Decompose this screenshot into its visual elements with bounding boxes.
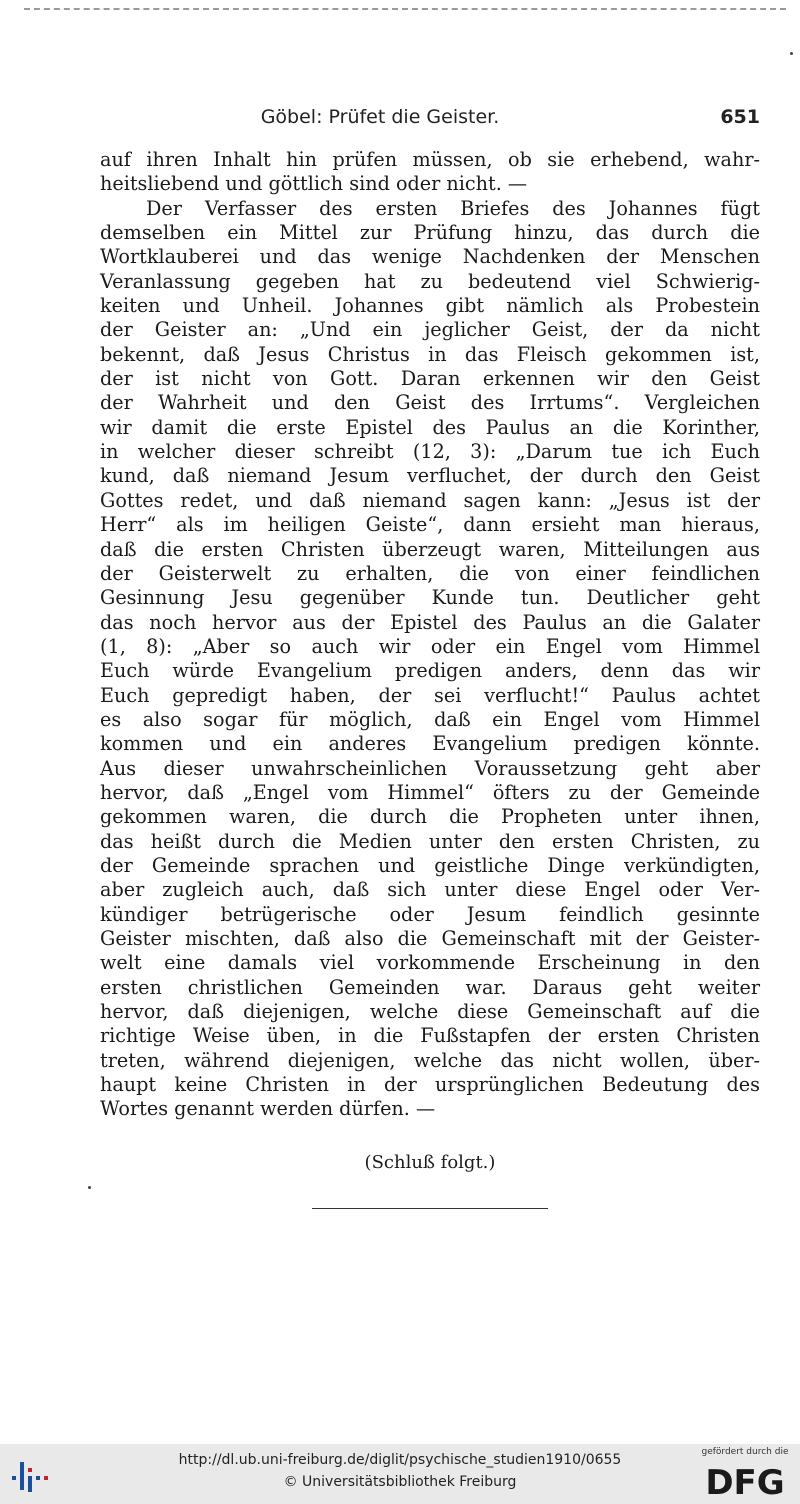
text-line: kund, daß niemand Jesum verfluchet, der durch den Geist [100,464,760,488]
text-line: Herr“ als im heiligen Geiste“, dann ersieht man hieraus, [100,513,760,537]
text-line: Wortklauberei und das wenige Nachdenken der Menschen [100,245,760,269]
text-line: ersten christlichen Gemeinden war. Daraus geht weiter [100,975,760,999]
dfg-logo-icon [700,1458,790,1500]
text-line: gekommen waren, die durch die Propheten unter ihnen, [100,805,760,829]
text-line: Veranlassung gegeben hat zu bedeutend viel Schwierig- [100,269,760,293]
text-line: der Geisterwelt zu erhalten, die von einer feindlichen [100,561,760,585]
text-line: (1, 8): „Aber so auch wir oder ein Engel vom Himmel [100,634,760,658]
scan-speck [790,52,793,55]
text-line: keiten und Unheil. Johannes gibt nämlich als Probestein [100,294,760,318]
scan-speck [88,1186,91,1189]
text-line: welt eine damals viel vorkommende Erscheinung in den [100,951,760,975]
text-line: treten, während diejenigen, welche das nicht wollen, über- [100,1048,760,1072]
text-line: der Gemeinde sprachen und geistliche Dinge verkündigten, [100,853,760,877]
text-line: der ist nicht von Gott. Daran erkennen wir den Geist [100,367,760,391]
text-line: richtige Weise üben, in die Fußstapfen der ersten Christen [100,1024,760,1048]
text-line: Euch gepredigt haben, der sei verflucht!“ Paulus achtet [100,683,760,707]
text-line: das heißt durch die Medien unter den ersten Christen, zu [100,829,760,853]
body-text [100,148,760,1122]
text-line: in welcher dieser schreibt (12, 3): „Darum tue ich Euch [100,440,760,464]
text-line: Der Verfasser des ersten Briefes des Johannes fügt [146,196,760,220]
text-line: der Wahrheit und den Geist des Irrtums“. Vergleichen [100,391,760,415]
text-line: wir damit die erste Epistel des Paulus an die Korinther, [100,415,760,439]
text-line: das noch hervor aus der Epistel des Paulus an die Galater [100,610,760,634]
page-header [100,106,760,134]
document-url[interactable]: http://dl.ub.uni-freiburg.de/diglit/psychische_studien1910/0655 [178,1452,622,1468]
text-line: heitsliebend und göttlich sind oder nicht. — [100,172,528,196]
text-line: haupt keine Christen in der ursprünglichen Bedeutung des [100,1073,760,1097]
text-line: hervor, daß diejenigen, welche diese Gemeinschaft auf die [100,1000,760,1024]
text-line: auf ihren Inhalt hin prüfen müssen, ob sie erhebend, wahr- [100,148,760,171]
dfg-logo-text: DFG [705,1463,785,1500]
text-line: Euch würde Evangelium predigen anders, denn das wir [100,659,760,683]
continued-note: (Schluß folgt.) [364,1152,496,1173]
page-number: 651 [720,106,760,128]
text-line: kündiger betrügerische oder Jesum feindlich gesinnte [100,902,760,926]
text-line: der Geister an: „Und ein jeglicher Geist, der da nicht [100,318,760,342]
text-line: es also sogar für möglich, daß ein Engel vom Himmel [100,707,760,731]
running-head: Göbel: Prüfet die Geister. [260,106,500,128]
text-line: demselben ein Mittel zur Prüfung hinzu, das durch die [100,221,760,245]
text-line: kommen und ein anderes Evangelium predigen könnte. [100,732,760,756]
text-line: Aus dieser unwahrscheinlichen Voraussetzung geht aber [100,756,760,780]
text-line: hervor, daß „Engel vom Himmel“ öfters zu der Gemeinde [100,780,760,804]
scan-top-edge [24,8,786,10]
text-line: bekennt, daß Jesus Christus in das Fleisch gekommen ist, [100,342,760,366]
text-line: Gesinnung Jesu gegenüber Kunde tun. Deutlicher geht [100,586,760,610]
text-line: aber zugleich auch, daß sich unter diese Engel oder Ver- [100,878,760,902]
funder-caption: gefördert durch die [701,1447,789,1457]
section-end-rule [312,1208,548,1209]
copyright-notice: © Universitätsbibliothek Freiburg [283,1474,517,1490]
text-line: Wortes genannt werden dürfen. — [100,1097,436,1121]
text-line: Geister mischten, daß also die Gemeinschaft mit der Geister- [100,927,760,950]
text-line: Gottes redet, und daß niemand sagen kann: „Jesus ist der [100,488,760,512]
text-line: daß die ersten Christen überzeugt waren, Mitteilungen aus [100,537,760,561]
viewer-footer [0,1444,800,1504]
